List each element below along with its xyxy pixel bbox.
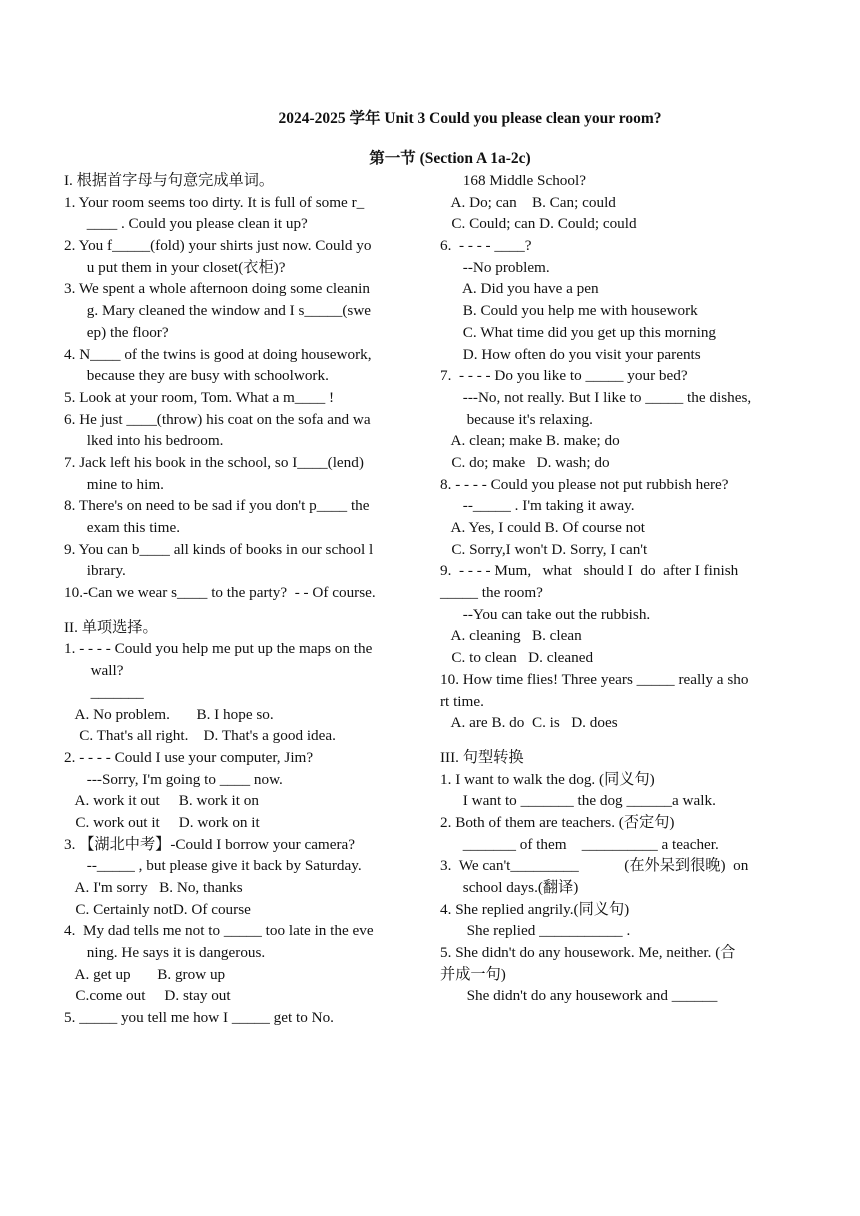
text-line: A. Yes, I could B. Of course not: [440, 519, 646, 536]
text-line: II. 单项选择。: [64, 618, 158, 636]
text-line: C. work out it D. work on it: [64, 813, 260, 831]
text-line: 1. I want to walk the dog. (同义句): [440, 770, 655, 788]
text-line: A. clean; make B. make; do: [440, 432, 620, 450]
text-line: mine to him.: [64, 475, 164, 493]
text-line: exam this time.: [64, 519, 180, 536]
text-line: 5. _____ you tell me how I _____ get to No.: [64, 1009, 334, 1027]
text-line: 8. There's on need to be sad if you don't p____ the: [64, 497, 370, 515]
text-line: C. Could; can D. Could; could: [440, 215, 637, 233]
spacer: [64, 604, 424, 617]
text-line: C.come out D. stay out: [64, 987, 231, 1005]
text-line: --_____ . I'm taking it away.: [440, 497, 635, 515]
text-line: ---Sorry, I'm going to ____ now.: [64, 770, 283, 788]
text-line: 9. You can b____ all kinds of books in our school l: [64, 540, 374, 558]
text-line: 5. Look at your room, Tom. What a m____ !: [64, 388, 335, 406]
text-line: --No problem.: [440, 258, 550, 276]
text-line: g. Mary cleaned the window and I s_____(swe: [64, 302, 372, 320]
text-line: C. That's all right. D. That's a good idea.: [64, 727, 336, 745]
page-title: 2024-2025 学年 Unit 3 Could you please clean your room?: [278, 110, 662, 127]
text-line: ning. He says it is dangerous.: [64, 944, 266, 962]
text-line: III. 句型转换: [440, 748, 524, 766]
text-line: A. get up B. grow up: [64, 965, 226, 983]
text-line: C. do; make D. wash; do: [440, 453, 610, 471]
text-line: 6. He just ____(throw) his coat on the sofa and wa: [64, 410, 371, 428]
text-line: A. No problem. B. I hope so.: [64, 705, 274, 723]
text-line: 10.-Can we wear s____ to the party? - - Of course.: [64, 584, 376, 602]
text-line: 7. Jack left his book in the school, so I____(lend): [64, 453, 364, 471]
section-subtitle: 第一节 (Section A 1a-2c): [369, 150, 531, 167]
text-line: because it's relaxing.: [440, 410, 593, 428]
text-line: C. Certainly notD. Of course: [64, 900, 251, 918]
text-line: _______ of them __________ a teacher.: [440, 835, 719, 853]
text-line: 4. My dad tells me not to _____ too late in the eve: [64, 922, 374, 940]
text-line: She replied ___________ .: [440, 922, 631, 940]
text-line: A. are B. do C. is D. does: [440, 714, 618, 732]
text-line: 4. N____ of the twins is good at doing housework,: [64, 345, 372, 363]
text-line: C. Sorry,I won't D. Sorry, I can't: [440, 540, 648, 558]
text-line: ---No, not really. But I like to _____ the dishes,: [440, 388, 752, 406]
right-column: [440, 170, 802, 1007]
text-line: ep) the floor?: [64, 323, 169, 341]
text-line: 2. - - - - Could I use your computer, Jim?: [64, 748, 314, 766]
text-line: C. What time did you get up this morning: [440, 323, 717, 341]
left-column: [64, 170, 424, 1029]
text-line: D. How often do you visit your parents: [440, 345, 701, 363]
text-line: She didn't do any housework and ______: [440, 987, 718, 1005]
text-line: 4. She replied angrily.(同义句): [440, 900, 630, 918]
text-line: 1. Your room seems too dirty. It is full of some r_: [64, 193, 365, 211]
text-line: school days.(翻译): [440, 879, 579, 896]
text-line: A. Do; can B. Can; could: [440, 193, 616, 211]
text-line: wall?: [64, 662, 124, 680]
text-line: u put them in your closet(衣柜)?: [64, 258, 286, 276]
text-line: 168 Middle School?: [440, 172, 586, 189]
text-line: A. Did you have a pen: [440, 280, 599, 298]
text-line: ibrary.: [64, 562, 126, 580]
text-line: 10. How time flies! Three years _____ really a sho: [440, 670, 749, 688]
text-line: B. Could you help me with housework: [440, 302, 698, 320]
text-line: _______: [64, 683, 144, 701]
text-line: I want to _______ the dog ______a walk.: [440, 792, 716, 810]
text-line: 5. She didn't do any housework. Me, neither. (合: [440, 944, 736, 962]
text-line: 2. You f_____(fold) your shirts just now. Could yo: [64, 237, 372, 255]
text-line: A. work it out B. work it on: [64, 792, 259, 810]
text-line: lked into his bedroom.: [64, 432, 224, 450]
text-line: 6. - - - - ____?: [440, 237, 532, 255]
text-line: 9. - - - - Mum, what should I do after I finish: [440, 562, 739, 580]
text-line: --You can take out the rubbish.: [440, 605, 651, 623]
text-line: --_____ , but please give it back by Saturday.: [64, 857, 362, 875]
text-line: because they are busy with schoolwork.: [64, 367, 329, 385]
text-line: A. cleaning B. clean: [440, 627, 582, 645]
text-line: 2. Both of them are teachers. (否定句): [440, 813, 675, 831]
text-line: 3. We spent a whole afternoon doing some cleanin: [64, 280, 370, 298]
text-line: A. I'm sorry B. No, thanks: [64, 879, 243, 896]
text-line: 8. - - - - Could you please not put rubbish here?: [440, 475, 729, 493]
text-line: 7. - - - - Do you like to _____ your bed?: [440, 367, 688, 385]
text-line: rt time.: [440, 692, 484, 710]
text-line: C. to clean D. cleaned: [440, 649, 594, 667]
text-line: I. 根据首字母与句意完成单词。: [64, 172, 275, 189]
spacer: [440, 734, 802, 747]
text-line: 1. - - - - Could you help me put up the maps on the: [64, 640, 373, 658]
text-line: 3. We can't_________ (在外呆到很晚) on: [440, 857, 749, 875]
text-line: ____ . Could you please clean it up?: [64, 215, 308, 233]
text-line: 3. 【湖北中考】-Could I borrow your camera?: [64, 835, 356, 853]
text-line: 并成一句): [440, 965, 506, 983]
text-line: _____ the room?: [440, 584, 543, 602]
